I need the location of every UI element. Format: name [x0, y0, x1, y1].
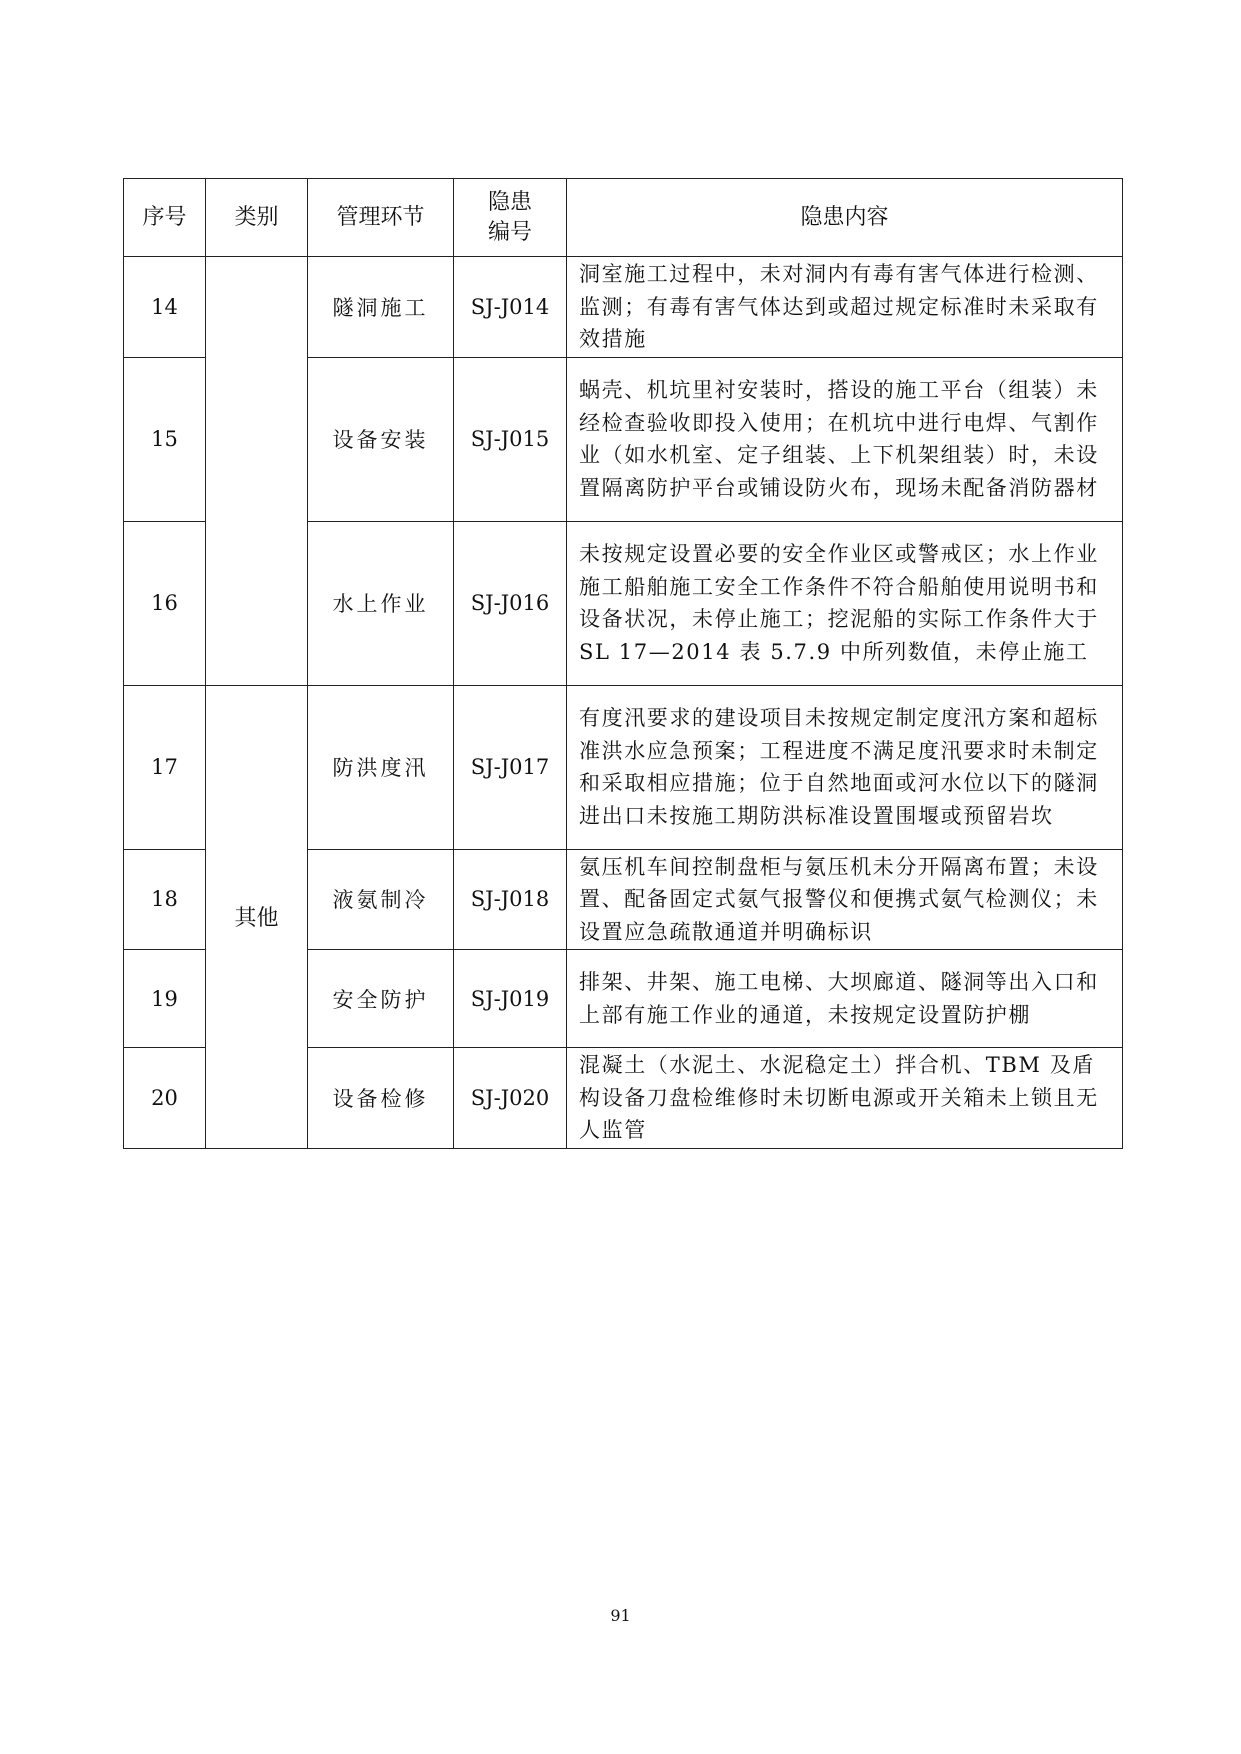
row-content: 洞室施工过程中，未对洞内有毒有害气体进行检测、监测；有毒有害气体达到或超过规定标准时未采取有效措施	[567, 257, 1123, 358]
row-code: SJ-J017	[454, 685, 567, 849]
row-index: 17	[124, 685, 206, 849]
row-code: SJ-J015	[454, 357, 567, 521]
row-stage: 隧洞施工	[308, 257, 454, 358]
row-code: SJ-J016	[454, 521, 567, 685]
row-stage: 防洪度汛	[308, 685, 454, 849]
row-code: SJ-J014	[454, 257, 567, 358]
row-stage: 设备安装	[308, 357, 454, 521]
row-content: 有度汛要求的建设项目未按规定制定度汛方案和超标准洪水应急预案；工程进度不满足度汛要求时未制定和采取相应措施；位于自然地面或河水位以下的隧洞进出口未按施工期防洪标准设置围堰或预留岩坎	[567, 685, 1123, 849]
header-content: 隐患内容	[567, 179, 1123, 257]
row-content: 蜗壳、机坑里衬安装时，搭设的施工平台（组装）未经检查验收即投入使用；在机坑中进行电焊、气割作业（如水机室、定子组装、上下机架组装）时，未设置隔离防护平台或铺设防火布，现场未配备消防器材	[567, 357, 1123, 521]
row-index: 16	[124, 521, 206, 685]
table-row	[124, 257, 1123, 358]
row-index: 20	[124, 1048, 206, 1149]
row-stage: 水上作业	[308, 521, 454, 685]
category-cell-empty	[206, 257, 308, 686]
row-code: SJ-J018	[454, 849, 567, 950]
header-code-line2: 编号	[487, 219, 532, 245]
row-stage: 设备检修	[308, 1048, 454, 1149]
row-code: SJ-J020	[454, 1048, 567, 1149]
row-stage: 安全防护	[308, 950, 454, 1048]
row-content: 未按规定设置必要的安全作业区或警戒区；水上作业施工船舶施工安全工作条件不符合船舶使用说明书和设备状况，未停止施工；挖泥船的实际工作条件大于 SL 17—2014 表 5.7.9 中所列数值，未停止施工	[567, 521, 1123, 685]
row-content: 排架、井架、施工电梯、大坝廊道、隧洞等出入口和上部有施工作业的通道，未按规定设置防护棚	[567, 950, 1123, 1048]
row-code: SJ-J019	[454, 950, 567, 1048]
category-cell-other: 其他	[206, 685, 308, 1148]
row-content: 氨压机车间控制盘柜与氨压机未分开隔离布置；未设置、配备固定式氨气报警仪和便携式氨气检测仪；未设置应急疏散通道并明确标识	[567, 849, 1123, 950]
row-index: 14	[124, 257, 206, 358]
row-index: 19	[124, 950, 206, 1048]
header-index: 序号	[124, 179, 206, 257]
row-stage: 液氨制冷	[308, 849, 454, 950]
hazard-table	[123, 178, 1123, 1149]
table-row	[124, 685, 1123, 849]
header-row	[124, 179, 1123, 257]
page-number: 91	[610, 1606, 631, 1625]
header-code-line1: 隐患	[487, 189, 532, 215]
header-stage: 管理环节	[308, 179, 454, 257]
row-index: 18	[124, 849, 206, 950]
header-category: 类别	[206, 179, 308, 257]
header-code	[454, 179, 567, 257]
row-content: 混凝土（水泥土、水泥稳定土）拌合机、TBM 及盾构设备刀盘检维修时未切断电源或开关箱未上锁且无人监管	[567, 1048, 1123, 1149]
row-index: 15	[124, 357, 206, 521]
